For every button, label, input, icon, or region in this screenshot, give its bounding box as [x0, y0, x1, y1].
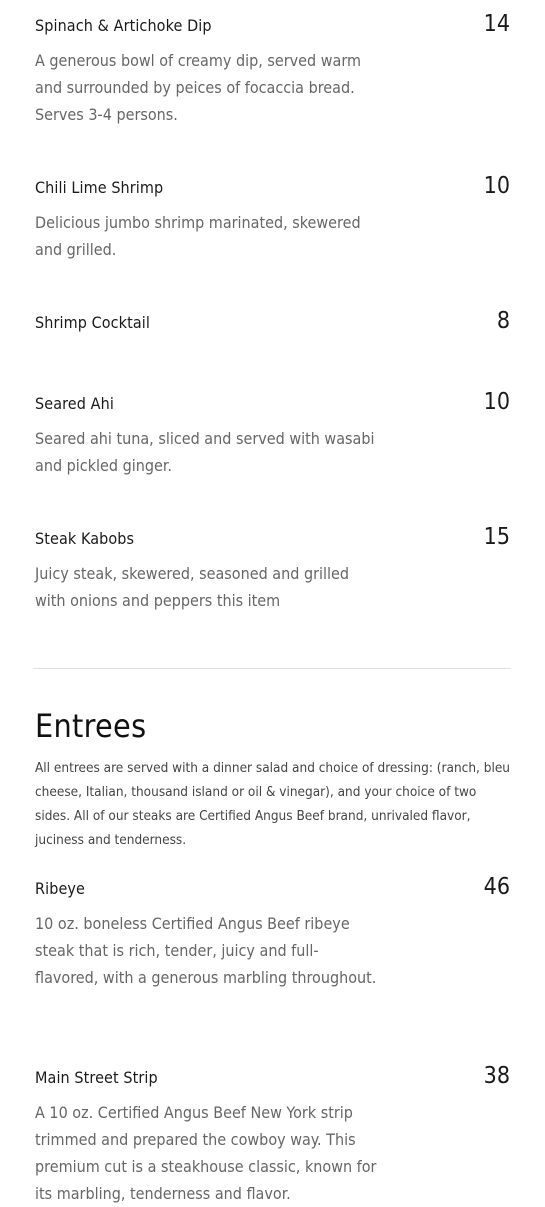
menu-item-header [35, 309, 511, 333]
menu-item-header [35, 174, 511, 198]
menu-item-header [35, 12, 511, 36]
menu-item-description: 10 oz. boneless Certified Angus Beef ribeye steak that is rich, tender, juicy and full-flavored, with a generous marbling throughout. [35, 914, 377, 987]
menu-item-header [35, 1064, 511, 1088]
menu-item-description: A 10 oz. Certified Angus Beef New York strip trimmed and prepared the cowboy way. This premium cut is a steakhouse classic, known for its marbling, tenderness and flavor. [35, 1103, 377, 1203]
menu-item-name: Ribeye [35, 879, 85, 898]
menu-item [35, 1064, 511, 1207]
menu-item-name: Spinach & Artichoke Dip [35, 16, 212, 35]
menu-item [35, 12, 511, 128]
menu-item [35, 525, 511, 614]
menu-item-header [35, 525, 511, 549]
section-note: All entrees are served with a dinner salad and choice of dressing: (ranch, bleu cheese, Italian, thousand island or oil & vinegar), and your choice of two sides. All of our steaks are Certified Angus Beef brand, unrivaled flavor, juciness and tenderness. [35, 760, 510, 848]
menu-item-price: 38 [483, 1063, 510, 1089]
menu-item-price: 46 [483, 874, 510, 900]
section-title: Entrees [35, 707, 147, 745]
menu-item-description: Seared ahi tuna, sliced and served with wasabi and pickled ginger. [35, 429, 375, 475]
menu-item-price: 15 [483, 524, 510, 550]
section-divider [33, 668, 511, 669]
menu-item-header [35, 390, 511, 414]
menu-item [35, 875, 511, 991]
menu-item-name: Seared Ahi [35, 394, 114, 413]
menu-item-description: Juicy steak, skewered, seasoned and grilled with onions and peppers this item [35, 564, 350, 610]
menu-item-name: Steak Kabobs [35, 529, 135, 548]
menu-item-price: 10 [483, 173, 510, 199]
menu-item-name: Shrimp Cocktail [35, 313, 150, 332]
menu-item-description: A generous bowl of creamy dip, served warm and surrounded by peices of focaccia bread. Serves 3-4 persons. [35, 51, 361, 124]
menu-item-price: 10 [483, 389, 510, 415]
menu-item-header [35, 875, 511, 899]
menu-item-price: 14 [483, 11, 510, 37]
menu-item-name: Chili Lime Shrimp [35, 178, 164, 197]
menu-item-name: Main Street Strip [35, 1068, 158, 1087]
menu-item [35, 174, 511, 263]
menu-item-price: 8 [496, 308, 510, 334]
menu-item [35, 309, 511, 333]
menu-item [35, 390, 511, 479]
menu-item-description: Delicious jumbo shrimp marinated, skewered and grilled. [35, 213, 361, 259]
